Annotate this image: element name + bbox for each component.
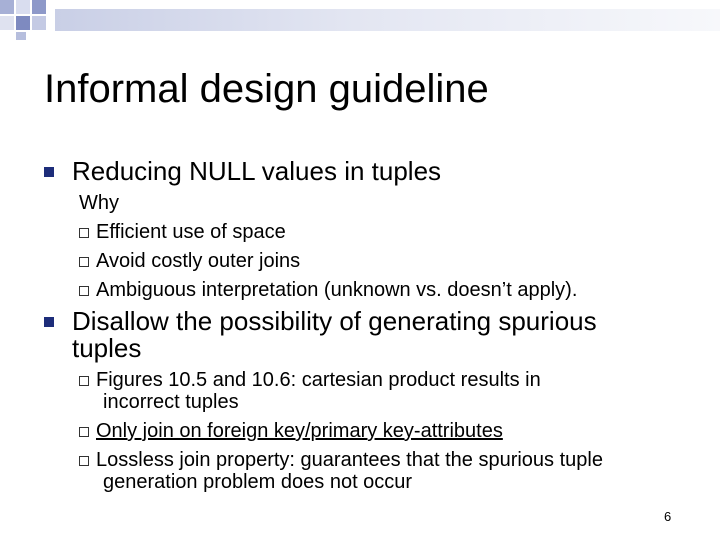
header-gradient-bar (55, 9, 720, 31)
header-decoration (0, 0, 720, 40)
checkbox-bullet-icon (79, 257, 89, 267)
bullet-1-text: Reducing NULL values in tuples (72, 156, 442, 186)
deco-square (0, 16, 14, 30)
bullet-2-line: tuples (72, 333, 142, 363)
sub-bullet-text: Figures 10.5 and 10.6: cartesian product results in (96, 369, 541, 391)
sub-bullet-text: Lossless join property: guarantees that the spurious tuple (96, 449, 603, 471)
page-number: 6 (664, 509, 672, 524)
checkbox-bullet-icon (79, 456, 89, 466)
sub-bullet-text: incorrect tuples (103, 391, 239, 413)
deco-square (0, 0, 14, 14)
sub-bullet-text: Efficient use of space (96, 221, 286, 243)
checkbox-bullet-icon (79, 376, 89, 386)
bullet-square-icon (44, 167, 54, 177)
sub-bullet (79, 250, 300, 272)
deco-square (16, 16, 30, 30)
sub-bullet (79, 221, 286, 243)
sub-bullet (79, 279, 577, 301)
sub-bullet-text: generation problem does not occur (103, 471, 413, 493)
deco-square (16, 32, 26, 40)
why-label: Why (79, 192, 119, 214)
sub-bullet-text: Only join on foreign key/primary key-attributes (96, 420, 503, 442)
bullet-square-icon (44, 317, 54, 327)
sub-bullet-text: Ambiguous interpretation (unknown vs. doesn’t apply). (96, 279, 578, 301)
deco-square (32, 16, 46, 30)
checkbox-bullet-icon (79, 427, 89, 437)
sub-bullet-text: Avoid costly outer joins (96, 250, 301, 272)
slide-title: Informal design guideline (44, 67, 489, 111)
bullet-2-text (72, 308, 597, 362)
checkbox-bullet-icon (79, 286, 89, 296)
sub-bullet (79, 369, 541, 413)
bullet-2-line: Disallow the possibility of generating spurious (72, 306, 597, 336)
sub-bullet (79, 449, 603, 493)
checkbox-bullet-icon (79, 228, 89, 238)
sub-bullet (79, 420, 503, 442)
deco-square (32, 0, 46, 14)
deco-square (16, 0, 30, 14)
